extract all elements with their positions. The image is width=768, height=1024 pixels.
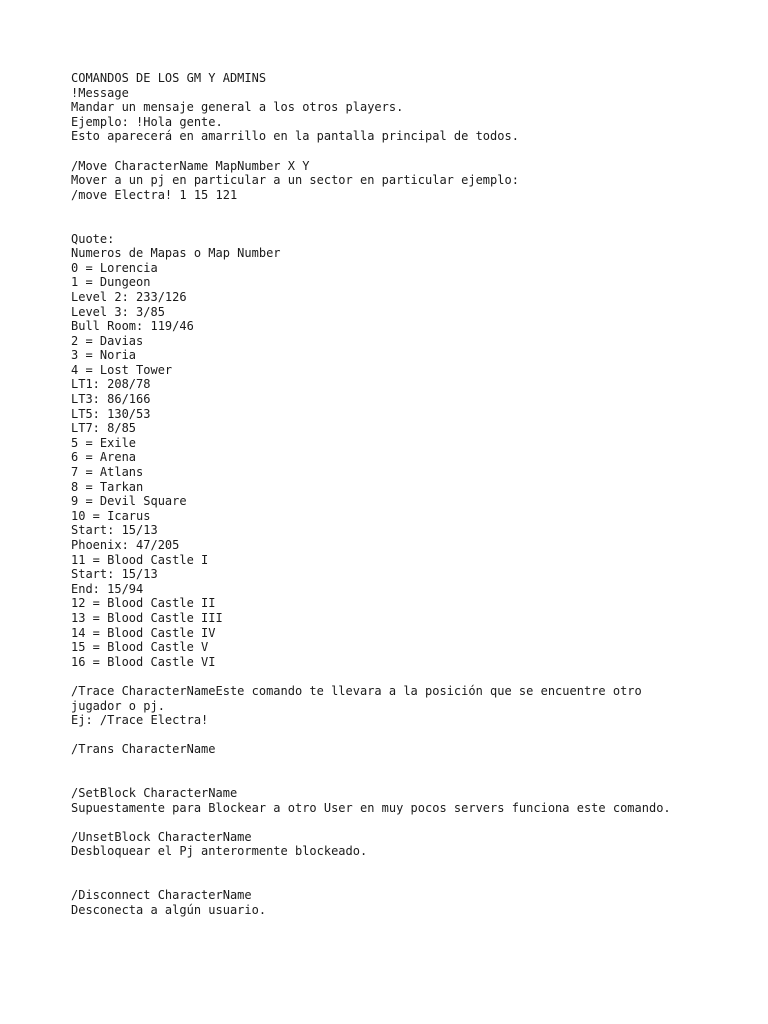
text-line bbox=[71, 144, 751, 159]
text-line bbox=[71, 874, 751, 889]
text-line: Ejemplo: !Hola gente. bbox=[71, 114, 223, 129]
text-line: jugador o pj. bbox=[71, 698, 165, 713]
text-line: 3 = Noria bbox=[71, 348, 137, 363]
text-line: /Move CharacterName MapNumber X Y bbox=[71, 158, 310, 173]
text-line: End: 15/94 bbox=[71, 581, 144, 596]
text-line: Phoenix: 47/205 bbox=[71, 538, 180, 552]
text-line: Desbloquear el Pj anterormente blockeado. bbox=[71, 844, 368, 859]
text-line: /SetBlock CharacterName bbox=[71, 786, 238, 801]
text-line bbox=[71, 217, 751, 232]
text-line: 15 = Blood Castle V bbox=[71, 640, 209, 655]
text-line: 14 = Blood Castle IV bbox=[71, 625, 216, 640]
text-line: 4 = Lost Tower bbox=[71, 362, 173, 377]
text-line: 9 = Devil Square bbox=[71, 494, 187, 509]
text-line: /Disconnect CharacterName bbox=[71, 888, 252, 903]
text-line bbox=[71, 815, 751, 830]
text-line: 0 = Lorencia bbox=[71, 260, 158, 275]
text-line: LT1: 208/78 bbox=[71, 377, 151, 392]
text-line: 13 = Blood Castle III bbox=[71, 610, 223, 625]
text-line: Start: 15/13 bbox=[71, 523, 158, 538]
text-line: Level 2: 233/126 bbox=[71, 289, 187, 304]
text-line: COMANDOS DE LOS GM Y ADMINS bbox=[71, 71, 267, 85]
text-line: Numeros de Mapas o Map Number bbox=[71, 246, 281, 261]
text-line bbox=[71, 772, 751, 787]
text-line: LT3: 86/166 bbox=[71, 392, 151, 407]
text-line: Supuestamente para Blockear a otro User en muy pocos servers funciona este comando. bbox=[71, 800, 671, 815]
text-line: Desconecta a algún usuario. bbox=[71, 902, 267, 917]
text-line: 2 = Davias bbox=[71, 333, 144, 348]
text-line: Level 3: 3/85 bbox=[71, 304, 165, 319]
text-line bbox=[71, 202, 751, 217]
text-line: Quote: bbox=[71, 231, 115, 246]
text-line: /move Electra! 1 15 121 bbox=[71, 187, 238, 202]
text-line bbox=[71, 757, 751, 772]
text-line: /Trace CharacterNameEste comando te llevara a la posición que se encuentre otro bbox=[71, 683, 642, 698]
text-line: Bull Room: 119/46 bbox=[71, 319, 194, 334]
text-line: /UnsetBlock CharacterName bbox=[71, 829, 252, 844]
text-line: 8 = Tarkan bbox=[71, 479, 144, 494]
text-line: 6 = Arena bbox=[71, 450, 137, 465]
text-line bbox=[71, 669, 751, 684]
text-line: 10 = Icarus bbox=[71, 508, 151, 523]
text-line bbox=[71, 859, 751, 874]
text-line: Mover a un pj en particular a un sector en particular ejemplo: bbox=[71, 173, 519, 188]
text-line: LT7: 8/85 bbox=[71, 421, 137, 436]
text-line: 16 = Blood Castle VI bbox=[71, 654, 216, 669]
text-line: !Message bbox=[71, 85, 129, 100]
text-line: 12 = Blood Castle II bbox=[71, 596, 216, 611]
text-line: Ej: /Trace Electra! bbox=[71, 713, 209, 728]
text-line: 7 = Atlans bbox=[71, 465, 144, 480]
text-line: Esto aparecerá en amarrillo en la pantalla principal de todos. bbox=[71, 129, 519, 144]
text-line: /Trans CharacterName bbox=[71, 742, 216, 757]
text-line: 1 = Dungeon bbox=[71, 275, 151, 290]
text-line: Mandar un mensaje general a los otros players. bbox=[71, 100, 404, 115]
text-line: 11 = Blood Castle I bbox=[71, 552, 209, 567]
text-line bbox=[71, 728, 751, 743]
text-line: 5 = Exile bbox=[71, 435, 137, 450]
text-line: LT5: 130/53 bbox=[71, 406, 151, 421]
document-body bbox=[71, 71, 751, 917]
text-line: Start: 15/13 bbox=[71, 567, 158, 582]
